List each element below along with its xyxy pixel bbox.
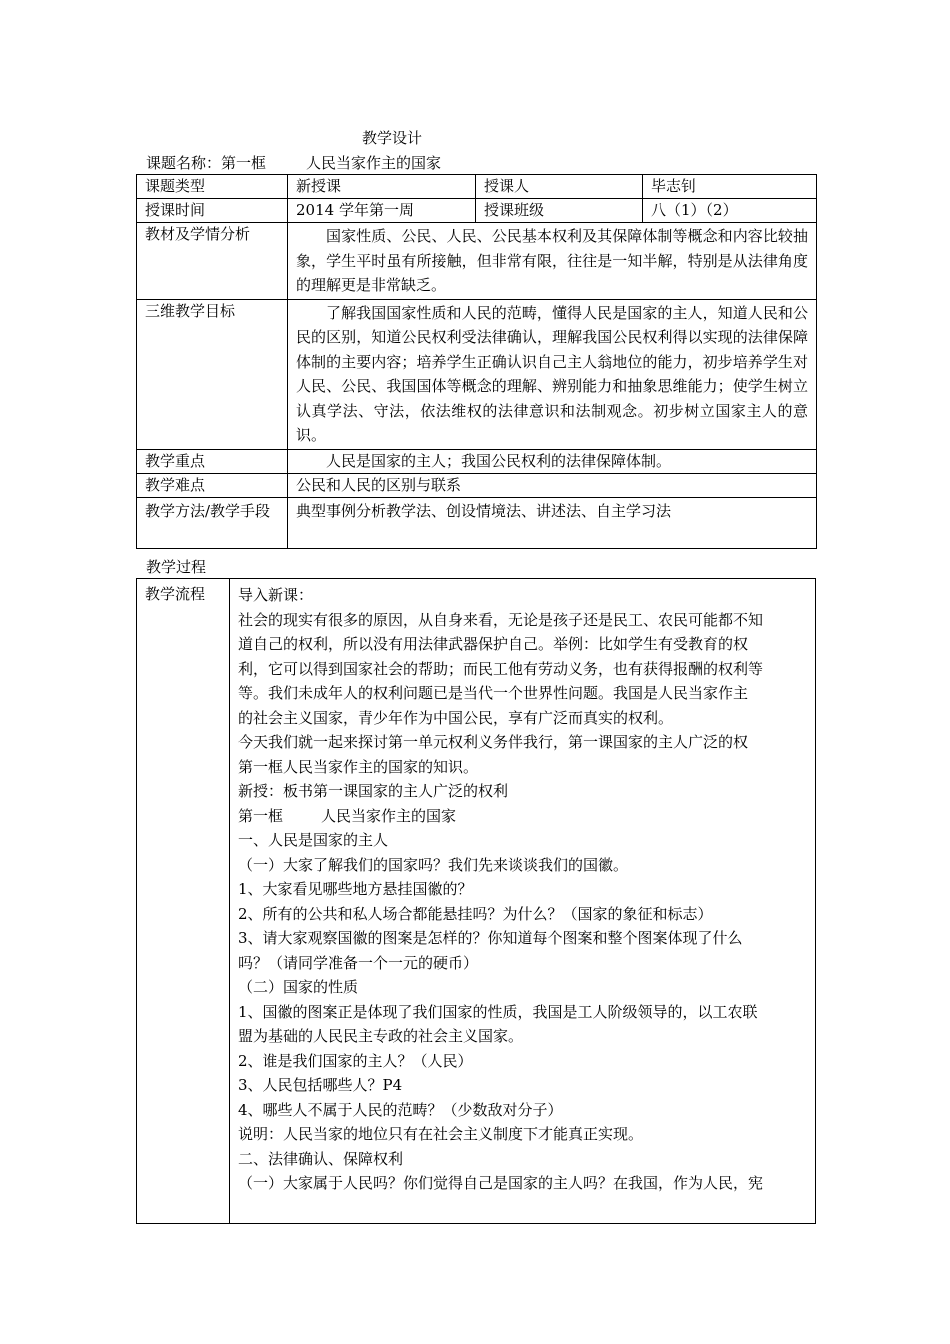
frame-title: 人民当家作主的国家	[321, 806, 457, 825]
table-row	[137, 579, 816, 1224]
process-line: 1、国徽的图案正是体现了我们国家的性质，我国是工人阶级领导的，以工农联	[238, 1002, 758, 1021]
cell-analysis-text: 国家性质、公民、人民、公民基本权利及其保障体制等概念和内容比较抽象，学生平时虽有所接触，但非常有限，往往是一知半解，特别是从法律角度的理解更是非常缺乏。	[288, 223, 817, 300]
table-row	[137, 299, 817, 449]
process-line: 今天我们就一起来探讨第一单元权利义务伴我行，第一课国家的主人广泛的权	[238, 733, 749, 751]
cell-keypoints-text: 人民是国家的主人；我国公民权利的法律保障体制。	[288, 449, 817, 473]
cell-time-value: 2014 学年第一周	[288, 199, 476, 223]
table-row	[137, 199, 817, 223]
process-line: 社会的现实有很多的原因，从自身来看，无论是孩子还是民工、农民可能都不知	[238, 610, 764, 629]
table-row	[137, 223, 817, 300]
process-line: （一）大家属于人民吗？你们觉得自己是国家的主人吗？在我国，作为人民，宪	[238, 1174, 764, 1192]
process-line: 等。我们未成年人的权利问题已是当代一个世界性问题。我国是人民当家作主	[238, 684, 749, 702]
cell-class-value: 八（1）（2）	[643, 199, 817, 223]
process-line: 2、谁是我们国家的主人？（人民）	[238, 1051, 473, 1070]
table-row	[137, 473, 817, 497]
process-line: 利，它可以得到国家社会的帮助；而民工他有劳动义务，也有获得报酬的权利等	[238, 659, 764, 678]
lesson-name: 人民当家作主的国家	[306, 154, 442, 172]
cell-keypoints-label: 教学重点	[137, 449, 288, 473]
process-line: 新授：板书第一课国家的主人广泛的权利	[238, 782, 509, 800]
process-line: 二、法律确认、保障权利	[238, 1149, 404, 1168]
lesson-label: 课题名称：第一框	[146, 154, 267, 172]
lesson-info-table	[136, 174, 817, 549]
process-line: 3、请大家观察国徽的图案是怎样的？你知道每个图案和整个图案体现了什么	[238, 929, 743, 947]
table-row	[137, 175, 817, 199]
process-line: （一）大家了解我们的国家吗？我们先来谈谈我们的国徽。	[238, 855, 629, 874]
cell-methods-text: 典型事例分析教学法、创设情境法、讲述法、自主学习法	[288, 497, 817, 548]
process-line: 2、所有的公共和私人场合都能悬挂吗？为什么？（国家的象征和标志）	[238, 904, 713, 923]
process-line: 3、人民包括哪些人？P4	[238, 1076, 403, 1094]
cell-teacher-label: 授课人	[476, 175, 643, 199]
process-line: 导入新课：	[238, 586, 314, 604]
cell-time-label: 授课时间	[137, 199, 288, 223]
process-line: （二）国家的性质	[238, 978, 359, 996]
cell-teacher-value: 毕志钊	[643, 175, 817, 199]
table-row	[137, 497, 817, 548]
process-section-label: 教学过程	[146, 558, 207, 576]
cell-methods-label: 教学方法/教学手段	[137, 497, 288, 548]
cell-type-label: 课题类型	[137, 175, 288, 199]
page-title: 教学设计	[362, 129, 423, 147]
process-line: 一、人民是国家的主人	[238, 831, 389, 849]
cell-goals-label: 三维教学目标	[137, 299, 288, 449]
process-flow-label: 教学流程	[137, 579, 230, 1224]
process-line: 盟为基础的人民民主专政的社会主义国家。	[238, 1027, 524, 1045]
process-line: 的社会主义国家，青少年作为中国公民，享有广泛而真实的权利。	[238, 708, 674, 727]
cell-difficulties-text: 公民和人民的区别与联系	[288, 473, 817, 497]
process-table	[136, 578, 816, 1224]
process-content	[230, 579, 816, 1224]
cell-goals-text: 了解我国国家性质和人民的范畴，懂得人民是国家的主人，知道人民和公民的区别，知道公民权利受法律确认，理解我国公民权利得以实现的法律保障体制的主要内容；培养学生正确认识自己主人翁地位的能力，初步培养学生对人民、公民、我国国体等概念的理解、辨别能力和抽象思维能力；使学生树立认真学法、守法，依法维权的法律意识和法制观念。初步树立国家主人的意识。	[288, 299, 817, 449]
table-row	[137, 449, 817, 473]
process-line: 4、哪些人不属于人民的范畴？（少数敌对分子）	[238, 1100, 563, 1119]
cell-class-label: 授课班级	[476, 199, 643, 223]
process-line: 1、大家看见哪些地方悬挂国徽的？	[238, 880, 473, 898]
process-line: 说明：人民当家的地位只有在社会主义制度下才能真正实现。	[238, 1125, 644, 1143]
frame-number: 第一框	[238, 806, 284, 825]
process-line: 吗？（请同学准备一个一元的硬币）	[238, 953, 479, 972]
cell-type-value: 新授课	[288, 175, 476, 199]
process-line: 第一框人民当家作主的国家的知识。	[238, 757, 479, 776]
process-line: 道自己的权利，所以没有用法律武器保护自己。举例：比如学生有受教育的权	[238, 635, 749, 653]
process-line	[238, 804, 807, 829]
cell-analysis-label: 教材及学情分析	[137, 223, 288, 300]
lesson-title-line	[146, 152, 441, 173]
cell-difficulties-label: 教学难点	[137, 473, 288, 497]
